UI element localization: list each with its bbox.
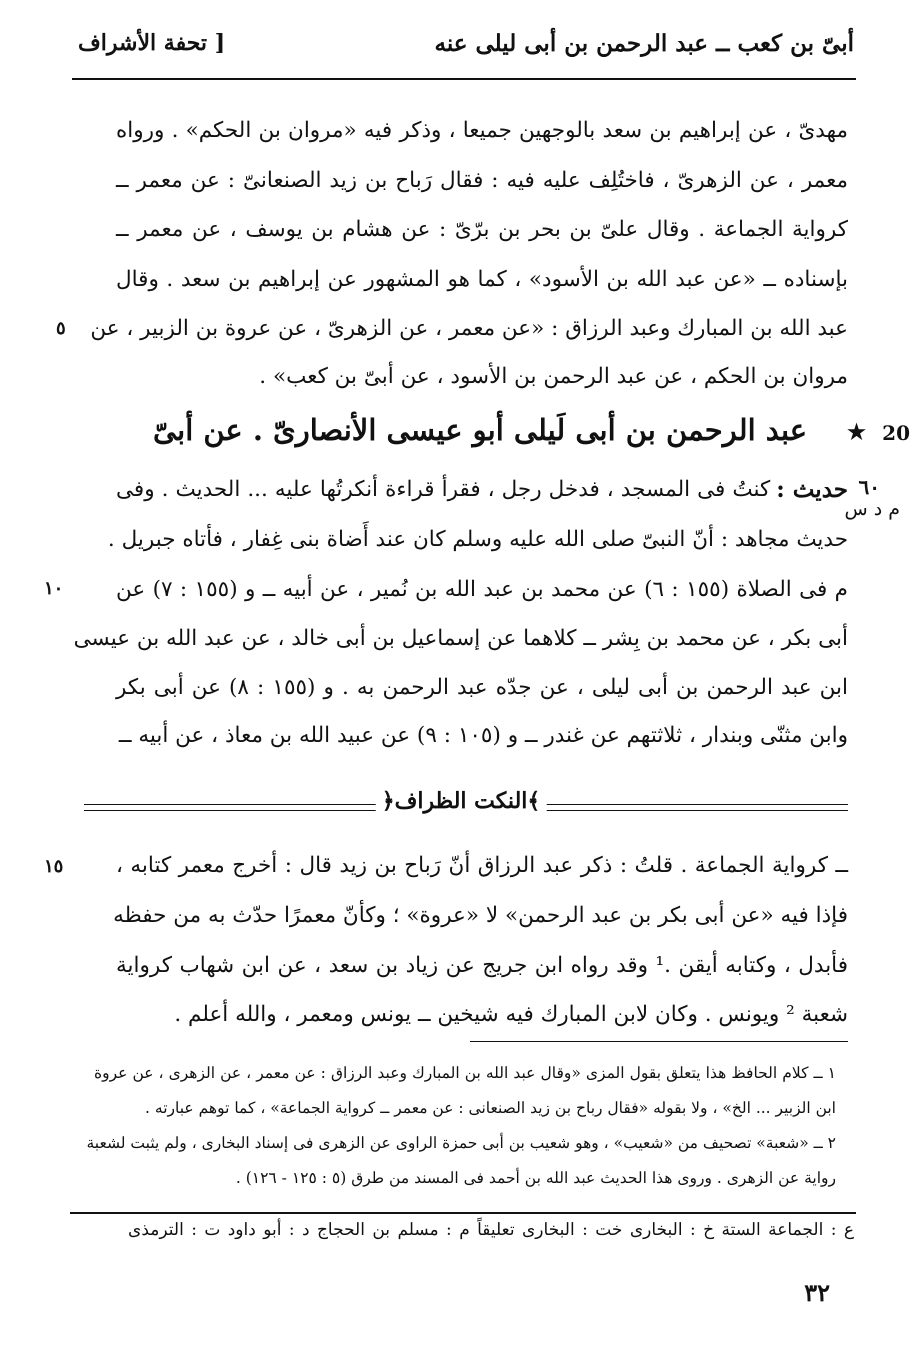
page-number: ٣٢: [804, 1278, 830, 1307]
entry-number: 20: [882, 421, 910, 445]
text-line: أبى بكر ، عن محمد بن بِشر ــ كلاهما عن إسماعيل بن أبى خالد ، عن عبد الله بن عيسى: [73, 626, 848, 651]
text-line: عبد الله بن المبارك وعبد الرزاق : «عن معمر ، عن الزهرىّ ، عن عروة بن الزبير ، عن: [90, 316, 848, 341]
text-line: مهدىّ ، عن إبراهيم بن سعد بالوجهين جميعا ، وذكر فيه «مروان بن الحكم» . ورواه: [116, 118, 848, 143]
text-line: وابن مثنّى وبندار ، ثلاثتهم عن غندر ــ و (١٠٥ : ٩) عن عبيد الله بن معاذ ، عن أبيه ــ: [118, 723, 848, 748]
footnote-line: ٢ ــ «شعبة» تصحيف من «شعيب» ، وهو شعيب بن أبى حمزة الراوى عن الزهرى فى إسناد البخارى ، ولم يثبت لشعبة: [86, 1134, 836, 1152]
text-line: بإسناده ــ «عن عبد الله بن الأسود» ، كما هو المشهور عن إبراهيم بن سعد . وقال: [116, 267, 848, 292]
abbreviations-key: ع : الجماعة الستة خ : البخارى خت : البخارى تعليقاً م : مسلم بن الحجاج د : أبو داود ت : الترمذى: [128, 1220, 854, 1240]
hadith-keyword: حديث :: [776, 476, 848, 503]
line-number: ١٥: [44, 856, 64, 877]
entry-side-sigla: م د س: [844, 498, 900, 520]
footnote-rule: [470, 1041, 848, 1042]
header-rule: [72, 78, 856, 80]
text-line: ــ كرواية الجماعة . قلتُ : ذكر عبد الرزاق أنّ رَباح بن زيد قال : أخرج معمر كتابه ،: [116, 853, 848, 878]
bottom-rule: [70, 1212, 856, 1214]
running-header-title: أبىّ بن كعب ــ عبد الرحمن بن أبى ليلى عنه: [434, 30, 854, 57]
section-title: ﴿النكت الظراف﴾: [376, 788, 547, 814]
text-line: ابن عبد الرحمن بن أبى ليلى ، عن جدّه عبد الرحمن به . و (١٥٥ : ٨) عن أبى بكر: [116, 675, 848, 700]
text-line: فإذا فيه «عن أبى بكر بن عبد الرحمن» لا «عروة» ؛ وكأنّ معمرًا حدّث به من حفظه: [113, 903, 848, 928]
footnote-line: ١ ــ كلام الحافظ هذا يتعلق بقول المزى «وقال عبد الله بن المبارك وعبد الرزاق : عن معمر ، عن الزهرى ، عن عروة: [94, 1064, 836, 1082]
line-number: ٥: [56, 318, 66, 339]
running-header-book: [ تحفة الأشراف: [78, 30, 226, 56]
text-line: معمر ، عن الزهرىّ ، فاختُلِف عليه فيه : فقال رَباح بن زيد الصنعانىّ : عن معمر ــ: [116, 168, 848, 193]
text-line: كرواية الجماعة . وقال علىّ بن بحر بن برّىّ : عن هشام بن يوسف ، عن معمر ــ: [116, 217, 848, 242]
hadith-line: [116, 470, 848, 510]
text-line: كنتُ فى المسجد ، فدخل رجل ، فقرأ قراءة أنكرتُها عليه ... الحديث . وفى: [116, 477, 771, 502]
entry-title: عبد الرحمن بن أبى لَيلى أبو عيسى الأنصارىّ . عن أبىّ: [152, 413, 807, 447]
text-line: م فى الصلاة (١٥٥ : ٦) عن محمد بن عبد الله بن نُمير ، عن أبيه ــ و (١٥٥ : ٧) عن: [116, 577, 848, 602]
footnote-line: رواية عن الزهرى . وروى هذا الحديث عبد الله بن أحمد فى المسند من طرق (٥ : ١٢٥ - ١٢٦) .: [235, 1169, 836, 1187]
text-line: مروان بن الحكم ، عن عبد الرحمن بن الأسود ، عن أبىّ بن كعب» .: [259, 364, 848, 389]
entry-side-code: ٦٠: [858, 475, 880, 499]
footnote-line: ابن الزبير ... الخ» ، ولا بقوله «فقال رباح بن زيد الصنعانى : عن معمر ــ كرواية الجماعة» ، كما توهم عبارته .: [145, 1099, 836, 1117]
text-line: حديث مجاهد : أنّ النبىّ صلى الله عليه وسلم كان عند أَضاة بنى غِفار ، فأتاه جبريل .: [107, 527, 848, 552]
text-line: فأبدل ، وكتابه أيقن .¹ وقد رواه ابن جريج عن زياد بن سعد ، عن ابن شهاب كرواية: [116, 953, 849, 978]
entry-star-marker: ★: [847, 419, 866, 444]
text-line: شعبة ² ويونس . وكان لابن المبارك فيه شيخين ــ يونس ومعمر ، والله أعلم .: [174, 1002, 848, 1027]
line-number: ١٠: [44, 578, 64, 599]
